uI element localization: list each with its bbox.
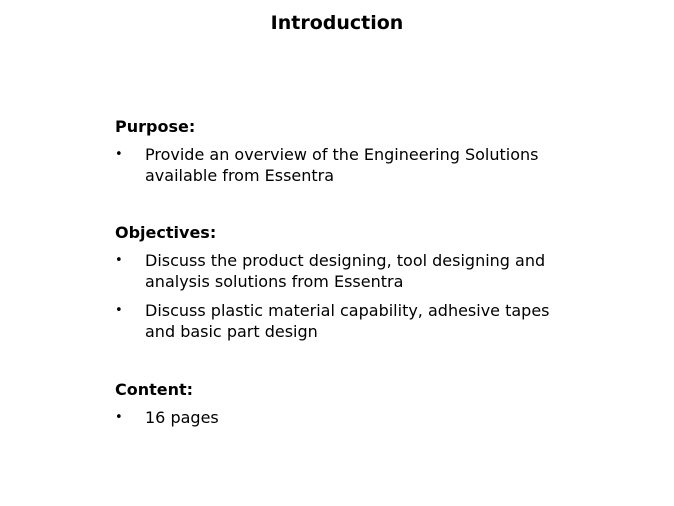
slide-title: Introduction (270, 12, 404, 34)
purpose-section (115, 117, 565, 194)
bullet-icon: • (115, 253, 123, 268)
list-item (115, 407, 565, 428)
bullet-icon: • (115, 303, 123, 318)
content-heading: Content: (115, 380, 194, 399)
list-item (115, 300, 565, 342)
content-list (115, 407, 565, 428)
bullet-text: Discuss plastic material capability, adhesive tapes and basic part design (145, 301, 550, 341)
purpose-list (115, 144, 565, 186)
bullet-text: Discuss the product designing, tool designing and analysis solutions from Essentra (145, 251, 546, 291)
bullet-icon: • (115, 410, 123, 425)
list-item (115, 250, 565, 292)
bullet-text: Provide an overview of the Engineering Solutions available from Essentra (145, 145, 539, 185)
bullet-text: 16 pages (145, 408, 219, 427)
bullet-icon: • (115, 147, 123, 162)
objectives-list (115, 250, 565, 342)
content-section (115, 380, 565, 436)
list-item (115, 144, 565, 186)
objectives-section (115, 223, 565, 350)
purpose-heading: Purpose: (115, 117, 196, 136)
objectives-heading: Objectives: (115, 223, 217, 242)
